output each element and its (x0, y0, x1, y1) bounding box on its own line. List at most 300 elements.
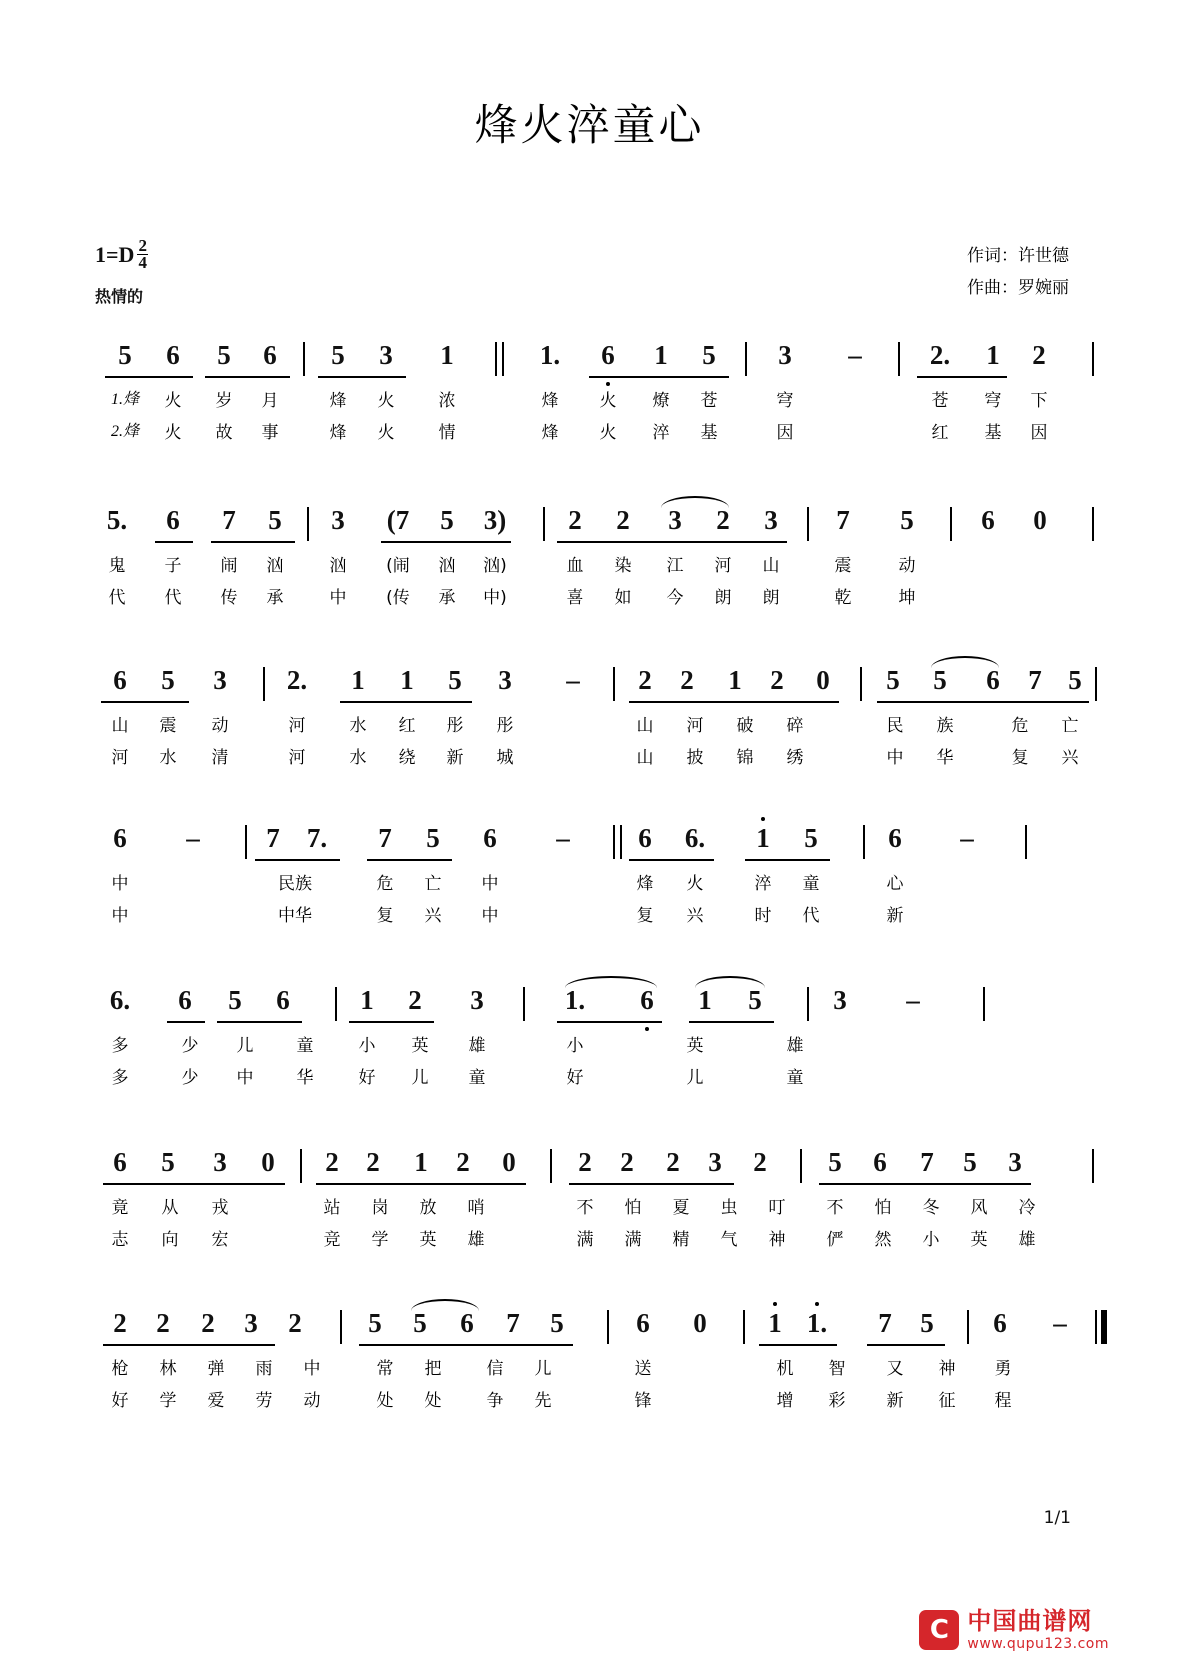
note: 3) (483, 505, 507, 535)
lyric: (传 (386, 588, 410, 608)
lyric: 如 (614, 588, 632, 608)
note: 5 (963, 1147, 977, 1177)
beam (759, 1344, 837, 1346)
note: 5 (448, 665, 462, 695)
lyric: 学 (159, 1391, 177, 1411)
time-signature (137, 238, 148, 271)
lyricist-credit: 作词：许世德 (967, 246, 1069, 266)
lyric: 月 (261, 391, 279, 411)
note: 2 (716, 505, 730, 535)
lyric: 征 (938, 1391, 956, 1411)
lyric: 冷 (1018, 1198, 1036, 1218)
lyric: 火 (377, 391, 395, 411)
lyric: 雨 (255, 1359, 273, 1379)
note: 0 (693, 1308, 707, 1338)
lyric: 动 (303, 1391, 321, 1411)
lyric: 童 (786, 1068, 804, 1088)
lyric: 新 (886, 1391, 904, 1411)
beam (359, 1344, 573, 1346)
slur (411, 1299, 479, 1311)
lyric: 传 (220, 588, 238, 608)
lyric: 雄 (786, 1036, 804, 1056)
notes-row-3 (95, 665, 1095, 711)
lyric: 虫 (720, 1198, 738, 1218)
lyric: 汹 (266, 556, 284, 576)
beam (217, 1021, 302, 1023)
beam (569, 1183, 734, 1185)
lyric: 好 (566, 1068, 584, 1088)
lyric: 又 (886, 1359, 904, 1379)
lyric: 复 (1011, 748, 1029, 768)
lyric: 火 (599, 423, 617, 443)
key-signature (95, 238, 148, 271)
notes-row-4 (95, 823, 1095, 869)
lyric: 绕 (398, 748, 416, 768)
lyric: 中 (303, 1359, 321, 1379)
time-signature-numerator: 2 (138, 236, 147, 255)
lyric: 燎 (652, 391, 670, 411)
lyric: 从 (161, 1198, 179, 1218)
note: 5 (804, 823, 818, 853)
lyric: 汹 (438, 556, 456, 576)
beam (255, 859, 340, 861)
composer-credit: 作曲：罗婉丽 (967, 278, 1069, 299)
lyric: 枪 (111, 1359, 129, 1379)
note: 0 (816, 665, 830, 695)
lyric: 先 (534, 1391, 552, 1411)
note: 1. (564, 985, 586, 1015)
lyric: 岁 (215, 391, 233, 411)
lyric: 碎 (786, 716, 804, 736)
beam (917, 376, 1007, 378)
lyric: 喜 (566, 588, 584, 608)
lyric: 承 (438, 588, 456, 608)
lyric: 火 (599, 391, 617, 411)
lyric: 彩 (828, 1391, 846, 1411)
lyric: 新 (886, 906, 904, 926)
lyric: 清 (211, 748, 229, 768)
barline (967, 1310, 969, 1344)
note: 3 (213, 665, 227, 695)
lyric: 山 (111, 716, 129, 736)
lyric: 淬 (754, 874, 772, 894)
lyric: 水 (349, 716, 367, 736)
lyric: 雄 (467, 1230, 485, 1250)
lyric: 多 (111, 1068, 129, 1088)
beam (819, 1183, 1031, 1185)
lyric: 河 (714, 556, 732, 576)
lyric: 增 (776, 1391, 794, 1411)
lyric: 中 (481, 874, 499, 894)
lyric: 儿 (236, 1036, 254, 1056)
beam (167, 1021, 205, 1023)
note: 2 (770, 665, 784, 695)
lyric: 烽 (329, 423, 347, 443)
beam (629, 859, 714, 861)
note: 3 (1008, 1147, 1022, 1177)
lyric: 烽 (329, 391, 347, 411)
lyric: 鬼 (108, 556, 126, 576)
dash: – (566, 665, 580, 695)
lyric: 哨 (467, 1198, 485, 1218)
lyric: 小 (358, 1036, 376, 1056)
lyric: 破 (736, 716, 754, 736)
lyric: 亡 (1061, 716, 1079, 736)
beam (557, 1021, 662, 1023)
slur (661, 496, 729, 508)
lyric: 儿 (686, 1068, 704, 1088)
lyric: 淬 (652, 423, 670, 443)
lyric: 时 (754, 906, 772, 926)
lyric: 闹 (220, 556, 238, 576)
lyric: 锋 (634, 1391, 652, 1411)
lyric: 因 (1030, 423, 1048, 443)
lyric: 精 (672, 1230, 690, 1250)
note: 6 (986, 665, 1000, 695)
note: 1 (768, 1308, 782, 1338)
note: 2 (568, 505, 582, 535)
barline (800, 1149, 802, 1183)
lyric: 宏 (211, 1230, 229, 1250)
lyric: 放 (419, 1198, 437, 1218)
barline (745, 342, 747, 376)
note: 5 (900, 505, 914, 535)
note: 0 (502, 1147, 516, 1177)
note: 1 (351, 665, 365, 695)
note: 5 (933, 665, 947, 695)
lyric: 水 (159, 748, 177, 768)
note: 1 (986, 340, 1000, 370)
note: 2 (616, 505, 630, 535)
slur (565, 976, 657, 988)
note: 2. (286, 665, 308, 695)
lyric: 不 (576, 1198, 594, 1218)
lyric: 震 (159, 716, 177, 736)
note: 0 (261, 1147, 275, 1177)
note: 5 (440, 505, 454, 535)
time-signature-denominator: 4 (138, 253, 147, 273)
double-barline (495, 342, 507, 376)
lyric: 风 (970, 1198, 988, 1218)
note: 7 (506, 1308, 520, 1338)
beam (105, 376, 193, 378)
note: 1 (728, 665, 742, 695)
barline (743, 1310, 745, 1344)
lyric: 山 (636, 716, 654, 736)
note: 1 (414, 1147, 428, 1177)
lyrics-row-verse-2 (95, 418, 1095, 450)
lyric: 智 (828, 1359, 846, 1379)
lyric: 华 (936, 748, 954, 768)
note: 6 (113, 665, 127, 695)
lyric: 亡 (424, 874, 442, 894)
lyric: 代 (164, 588, 182, 608)
note: 3 (778, 340, 792, 370)
barline (245, 825, 247, 859)
lyric: 小 (922, 1230, 940, 1250)
note: 5 (1068, 665, 1082, 695)
note: 6 (981, 505, 995, 535)
lyric: 披 (686, 748, 704, 768)
music-system-3 (95, 665, 1095, 775)
note: 5 (550, 1308, 564, 1338)
lyric: 乾 (834, 588, 852, 608)
lyric: 事 (261, 423, 279, 443)
lyric: 震 (834, 556, 852, 576)
lyric: 满 (624, 1230, 642, 1250)
note: 5 (331, 340, 345, 370)
lyric: 河 (288, 748, 306, 768)
slur (931, 656, 999, 668)
note: 2 (366, 1147, 380, 1177)
lyric: 机 (776, 1359, 794, 1379)
beam (155, 541, 193, 543)
note: 5 (920, 1308, 934, 1338)
page-number: 1/1 (1043, 1508, 1071, 1528)
barline (983, 987, 985, 1021)
note: 6 (113, 823, 127, 853)
note: 6 (166, 505, 180, 535)
note: 0 (1033, 505, 1047, 535)
beam (629, 701, 839, 703)
lyric: 烽 (541, 391, 559, 411)
note: 1 (654, 340, 668, 370)
note: 3 (764, 505, 778, 535)
note: 6 (873, 1147, 887, 1177)
note: 6 (636, 1308, 650, 1338)
lyric: 民 (886, 716, 904, 736)
note: 3 (470, 985, 484, 1015)
dash: – (556, 823, 570, 853)
note: 2. (929, 340, 951, 370)
lyric: 志 (111, 1230, 129, 1250)
lyric: 儿 (534, 1359, 552, 1379)
barline (523, 987, 525, 1021)
note: 3 (213, 1147, 227, 1177)
lyric: 河 (111, 748, 129, 768)
beam (381, 541, 511, 543)
barline (1092, 1149, 1094, 1183)
note: 6. (684, 823, 706, 853)
lyric: 中 (236, 1068, 254, 1088)
lyrics-row-verse-2 (95, 1386, 1095, 1418)
lyrics-row-verse-1 (95, 869, 1095, 901)
notes-row-5 (95, 985, 1095, 1031)
note: 3 (244, 1308, 258, 1338)
lyric: 锦 (736, 748, 754, 768)
lyric: 绣 (786, 748, 804, 768)
lyric: 争 (486, 1391, 504, 1411)
lyric: 不 (826, 1198, 844, 1218)
beam (867, 1344, 945, 1346)
lyric: 子 (164, 556, 182, 576)
lyric: 向 (161, 1230, 179, 1250)
barline (807, 507, 809, 541)
lyrics-row-verse-2 (95, 1063, 1095, 1095)
beam (689, 1021, 774, 1023)
lyric: 山 (636, 748, 654, 768)
page-title: 烽火淬童心 (474, 101, 705, 151)
lyric: 红 (398, 716, 416, 736)
barline (1092, 342, 1094, 376)
lyric: 中 (111, 906, 129, 926)
lyric: 气 (720, 1230, 738, 1250)
note: 6. (109, 985, 131, 1015)
barline (1092, 507, 1094, 541)
lyric: 城 (496, 748, 514, 768)
lyrics-row-verse-2 (95, 1225, 1095, 1257)
note: 6 (460, 1308, 474, 1338)
beam (589, 376, 729, 378)
note: 3 (833, 985, 847, 1015)
lyric: 复 (636, 906, 654, 926)
lyric: 民族 (278, 874, 312, 894)
lyric: 危 (1011, 716, 1029, 736)
lyric: 朗 (762, 588, 780, 608)
lyric: 童 (802, 874, 820, 894)
note: 2 (408, 985, 422, 1015)
notes-row-6 (95, 1147, 1095, 1193)
note: 6 (276, 985, 290, 1015)
note: 3 (668, 505, 682, 535)
note: 6 (601, 340, 615, 370)
lyric: 中 (481, 906, 499, 926)
lyric: 水 (349, 748, 367, 768)
barline (335, 987, 337, 1021)
final-barline (1095, 1310, 1109, 1344)
music-system-2 (95, 505, 1095, 615)
lyric: 中) (483, 588, 507, 608)
note: 5 (161, 665, 175, 695)
note: 2 (325, 1147, 339, 1177)
lyric: 火 (686, 874, 704, 894)
music-system-7 (95, 1308, 1095, 1418)
lyric: 英 (686, 1036, 704, 1056)
lyric: 血 (566, 556, 584, 576)
lyric: 基 (700, 423, 718, 443)
lyric: 中 (111, 874, 129, 894)
logo-icon: C (919, 1610, 959, 1650)
lyric: 雄 (468, 1036, 486, 1056)
lyric: 少 (181, 1068, 199, 1088)
lyrics-row-verse-1 (95, 1193, 1095, 1225)
lyric: 族 (936, 716, 954, 736)
note: 7 (836, 505, 850, 535)
note: 1 (756, 823, 770, 853)
dash: – (186, 823, 200, 853)
lyric: 基 (984, 423, 1002, 443)
octave-dot-above (761, 817, 765, 821)
note: 7 (1028, 665, 1042, 695)
credits (967, 240, 1069, 305)
note: 6 (113, 1147, 127, 1177)
lyric: 站 (323, 1198, 341, 1218)
octave-dot-above (773, 1302, 777, 1306)
lyric: 1.烽 (110, 391, 140, 408)
lyric: 新 (446, 748, 464, 768)
lyric: 河 (288, 716, 306, 736)
note: 5 (702, 340, 716, 370)
lyric: 劳 (255, 1391, 273, 1411)
lyric: 英 (411, 1036, 429, 1056)
lyric: 危 (376, 874, 394, 894)
lyric: 火 (164, 391, 182, 411)
key-signature-text: 1=D (95, 241, 135, 267)
note: 1. (539, 340, 561, 370)
slur (695, 976, 765, 988)
lyric: 华 (296, 1068, 314, 1088)
note: 5. (106, 505, 128, 535)
note: 5 (228, 985, 242, 1015)
note: 7 (266, 823, 280, 853)
beam (340, 701, 472, 703)
lyric: 雄 (1018, 1230, 1036, 1250)
lyric: 怕 (624, 1198, 642, 1218)
note: 6 (640, 985, 654, 1015)
note: 1 (440, 340, 454, 370)
note: 2 (666, 1147, 680, 1177)
lyric: 林 (159, 1359, 177, 1379)
music-system-1 (95, 340, 1095, 450)
lyric: 山 (762, 556, 780, 576)
notes-row-2 (95, 505, 1095, 551)
note: 5 (217, 340, 231, 370)
lyrics-row-verse-2 (95, 583, 1095, 615)
lyric: 彤 (496, 716, 514, 736)
lyric: 代 (108, 588, 126, 608)
lyric: 少 (181, 1036, 199, 1056)
site-url: www.qupu123.com (967, 1635, 1109, 1652)
note: 5 (828, 1147, 842, 1177)
note: 1 (698, 985, 712, 1015)
note: 7 (878, 1308, 892, 1338)
barline (303, 342, 305, 376)
note: 7 (920, 1147, 934, 1177)
lyric: 中 (886, 748, 904, 768)
barline (863, 825, 865, 859)
lyric: 勇 (994, 1359, 1012, 1379)
dash: – (848, 340, 862, 370)
note: 3 (498, 665, 512, 695)
lyric: 穹 (984, 391, 1002, 411)
note: 6 (263, 340, 277, 370)
note: 6 (638, 823, 652, 853)
site-watermark (919, 1608, 1109, 1652)
lyrics-row-verse-1 (95, 551, 1095, 583)
note: 6 (993, 1308, 1007, 1338)
lyrics-row-verse-1 (95, 1354, 1095, 1386)
lyric: 染 (614, 556, 632, 576)
lyric: 穹 (776, 391, 794, 411)
note: 2 (680, 665, 694, 695)
lyric: 怕 (874, 1198, 892, 1218)
barline (307, 507, 309, 541)
lyric: 中华 (278, 906, 312, 926)
lyric: 坤 (898, 588, 916, 608)
barline (1025, 825, 1027, 859)
lyric: 学 (371, 1230, 389, 1250)
beam (316, 1183, 526, 1185)
barline (1095, 667, 1097, 701)
barline (607, 1310, 609, 1344)
note: 2 (113, 1308, 127, 1338)
notes-row-7 (95, 1308, 1095, 1354)
note: 5 (413, 1308, 427, 1338)
lyric: 神 (768, 1230, 786, 1250)
note: 6 (888, 823, 902, 853)
note: 5 (118, 340, 132, 370)
barline (550, 1149, 552, 1183)
